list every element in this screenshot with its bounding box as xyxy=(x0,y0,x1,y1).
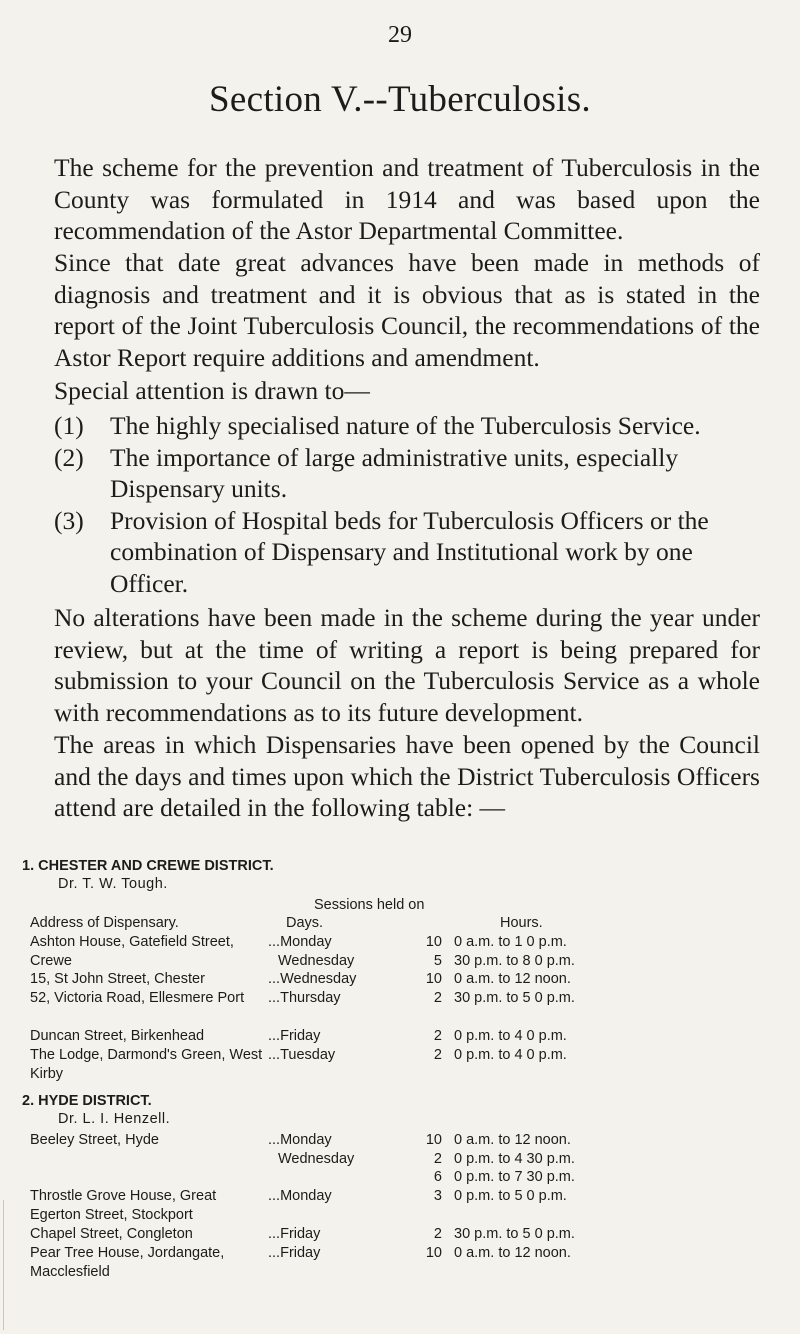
dispensary-address: Beeley Street, Hyde xyxy=(30,1132,159,1148)
column-header-days: Days. xyxy=(286,915,324,931)
session-day: Wednesday xyxy=(278,952,355,969)
section-title: Section V.--Tuberculosis. xyxy=(209,79,591,120)
dispensary-address: Pear Tree House, Jordangate, Macclesfield xyxy=(30,1245,225,1280)
dispensary-address: Ashton House, Gatefield Street, Crewe xyxy=(30,934,234,969)
list-item-number: (1) xyxy=(54,411,84,440)
list-item xyxy=(54,410,760,442)
session-hours: 0 p.m. to 7 30 p.m. xyxy=(454,1169,575,1185)
session-day: Wednesday xyxy=(278,1150,355,1167)
district-officer: Dr. T. W. Tough. xyxy=(58,876,168,892)
session-start-hour: 2 xyxy=(433,990,442,1006)
list-item xyxy=(54,505,760,600)
session-hours: 30 p.m. to 5 0 p.m. xyxy=(454,1226,575,1242)
session-day: ...Friday xyxy=(268,1245,321,1261)
session-day: ...Friday xyxy=(268,1226,321,1242)
session-hours: 0 a.m. to 12 noon. xyxy=(454,1132,571,1148)
session-day: ...Wednesday xyxy=(268,971,357,987)
district-title: 2. HYDE DISTRICT. xyxy=(22,1093,152,1109)
session-start-hour: 5 xyxy=(433,952,442,969)
page-number: 29 xyxy=(388,22,412,48)
session-hours: 30 p.m. to 5 0 p.m. xyxy=(454,990,575,1006)
column-header-hours: Hours. xyxy=(500,915,543,931)
dispensary-address: Chapel Street, Congleton xyxy=(30,1226,193,1242)
session-start-hour: 2 xyxy=(433,1150,442,1167)
paragraph-scheme-origin: The scheme for the prevention and treatment of Tuberculosis in the County was formulated in 1914 and was based upon the recommendation of the Astor Departmental Committee. xyxy=(54,153,760,245)
list-item-text: The importance of large administrative units, especially Dispensary units. xyxy=(110,442,679,503)
session-start-hour: 6 xyxy=(433,1169,442,1185)
dispensary-address: Duncan Street, Birkenhead xyxy=(30,1028,205,1044)
session-day: ...Monday xyxy=(268,1188,332,1204)
session-start-hour: 2 xyxy=(433,1226,442,1242)
column-header-address: Address of Dispensary. xyxy=(30,915,179,931)
list-item-text: The highly specialised nature of the Tuberculosis Service. xyxy=(110,411,701,440)
session-hours: 0 p.m. to 5 0 p.m. xyxy=(454,1188,567,1204)
session-hours: 0 p.m. to 4 30 p.m. xyxy=(454,1150,575,1167)
attention-list xyxy=(54,410,760,599)
session-hours: 0 a.m. to 12 noon. xyxy=(454,971,571,987)
paragraph-no-alterations: No alterations have been made in the scheme during the year under review, but at the time of writing a report is being prepared for submission to your Council on the Tuberculosis Service as a whole with recommendations as to its future development. xyxy=(54,603,760,727)
list-item-number: (2) xyxy=(54,442,84,472)
dispensary-address: 52, Victoria Road, Ellesmere Port xyxy=(30,990,245,1006)
paragraph-advances: Since that date great advances have been made in methods of diagnosis and treatment and it is obvious that as is stated in the report of the Joint Tuberculosis Council, the recommendations of the Astor Report require additions and amendment. xyxy=(54,248,760,372)
list-item-number: (3) xyxy=(54,505,84,535)
dispensary-address: Throstle Grove House, Great Egerton Street, Stockport xyxy=(30,1188,217,1223)
session-start-hour: 2 xyxy=(433,1047,442,1063)
dispensary-address: 15, St John Street, Chester xyxy=(30,971,205,987)
paragraph-special-attention: Special attention is drawn to— xyxy=(54,376,370,405)
list-item xyxy=(54,442,760,505)
session-day: ...Monday xyxy=(268,1132,332,1148)
session-start-hour: 10 xyxy=(425,934,442,950)
session-hours: 30 p.m. to 8 0 p.m. xyxy=(454,952,575,969)
session-day: ...Friday xyxy=(268,1028,321,1044)
session-hours: 0 a.m. to 12 noon. xyxy=(454,1245,571,1261)
session-start-hour: 10 xyxy=(425,1132,442,1148)
session-day: ...Monday xyxy=(268,934,332,950)
session-start-hour: 10 xyxy=(425,1245,442,1261)
paragraph-dispensary-areas: The areas in which Dispensaries have been opened by the Council and the days and times upon which the District Tuberculosis Officers attend are detailed in the following table: — xyxy=(54,730,760,822)
session-start-hour: 2 xyxy=(433,1028,442,1044)
binding-margin-line xyxy=(3,1200,4,1330)
list-item-text: Provision of Hospital beds for Tuberculosis Officers or the combination of Dispensary and Institutional work by one Officer. xyxy=(110,505,709,598)
dispensary-address: The Lodge, Darmond's Green, West Kirby xyxy=(30,1047,263,1082)
session-day: ...Tuesday xyxy=(268,1047,336,1063)
session-hours: 0 a.m. to 1 0 p.m. xyxy=(454,934,567,950)
session-start-hour: 3 xyxy=(433,1188,442,1204)
session-hours: 0 p.m. to 4 0 p.m. xyxy=(454,1047,567,1063)
session-hours: 0 p.m. to 4 0 p.m. xyxy=(454,1028,567,1044)
session-start-hour: 10 xyxy=(425,971,442,987)
sessions-header: Sessions held on xyxy=(314,897,425,913)
district-title: 1. CHESTER AND CREWE DISTRICT. xyxy=(22,858,274,874)
session-day: ...Thursday xyxy=(268,990,341,1006)
district-officer: Dr. L. I. Henzell. xyxy=(58,1111,171,1127)
